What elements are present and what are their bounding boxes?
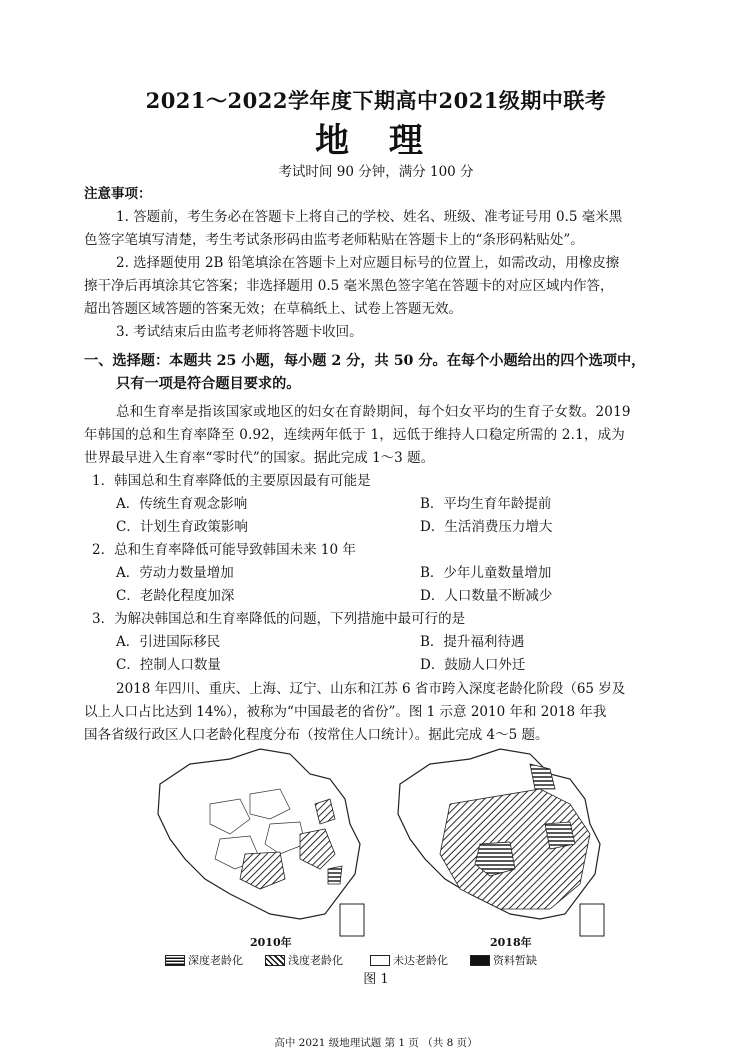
legend-shallow [265,952,343,968]
exam-info: 考试时间 90 分钟，满分 100 分 [278,164,474,180]
notice-line: 2. 选择题使用 2B 铅笔填涂在答题卡上对应题目标号的位置上，如需改动，用橡皮擦 [116,255,620,271]
deep-aging-region [328,866,342,884]
passage-line: 2018 年四川、重庆、上海、辽宁、山东和江苏 6 省市跨入深度老龄化阶段（65 岁及 [116,681,626,697]
option-a: A．劳动力数量增加 [116,565,234,581]
deep-aging-swatch-icon [165,955,185,966]
notice-heading: 注意事项： [84,186,152,202]
china-outline-2010 [158,749,360,919]
figure-caption: 图 1 [363,972,389,987]
option-c: C．控制人口数量 [116,657,221,673]
notice-line: 超出答题区域答题的答案无效；在草稿纸上、试卷上答题无效。 [84,301,462,317]
question-stem: 3．为解决韩国总和生育率降低的问题，下列措施中最可行的是 [92,611,466,627]
option-c: C．计划生育政策影响 [116,519,248,535]
aging-maps-figure [150,744,620,959]
map-2010-label: 2010年 [250,936,292,949]
option-b: B．平均生育年龄提前 [420,496,552,512]
subject-title: 地 理 [315,121,437,161]
shallow-aging-swatch-icon [265,955,285,966]
map-legend [165,952,605,968]
passage-line: 世界最早进入生育率“零时代”的国家。据此完成 1～3 题。 [84,450,435,466]
no-data-swatch-icon [470,955,490,966]
maps-svg [150,744,620,959]
question-stem: 1．韩国总和生育率降低的主要原因最有可能是 [92,473,371,489]
map-2010 [158,749,364,936]
passage-line: 国各省级行政区人口老龄化程度分布（按常住人口统计）。据此完成 4～5 题。 [84,727,549,743]
exam-title: 2021～2022学年度下期高中2021级期中联考 [145,88,607,113]
legend-deep [165,952,243,968]
not-aging-swatch-icon [370,955,390,966]
legend-label: 未达老龄化 [393,954,448,967]
option-d: D．鼓励人口外迁 [420,657,526,673]
legend-label: 浅度老龄化 [288,954,343,967]
option-a: A．传统生育观念影响 [116,496,248,512]
option-c: C．老龄化程度加深 [116,588,235,604]
passage-line: 年韩国的总和生育率降至 0.92，连续两年低于 1，远低于维持人口稳定所需的 2.1，成为 [84,427,625,443]
section-heading-cont: 只有一项是符合题目要求的。 [116,376,301,392]
legend-label: 深度老龄化 [188,954,243,967]
notice-line: 1. 答题前，考生务必在答题卡上将自己的学校、姓名、班级、准考证号用 0.5 毫米黑 [116,209,623,225]
notice-line: 色签字笔填写清楚，考生考试条形码由监考老师粘贴在答题卡上的“条形码粘贴处”。 [84,232,584,248]
south-sea-inset-2018 [580,904,604,936]
shallow-aging-region [440,789,590,909]
map-2018-label: 2018年 [490,936,532,949]
south-sea-inset-2010 [340,904,364,936]
passage-line: 以上人口占比达到 14%），被称为“中国最老的省份”。图 1 示意 2010 年和 2018 年我 [84,704,607,720]
option-d: D．生活消费压力增大 [420,519,553,535]
option-d: D．人口数量不断减少 [420,588,553,604]
section-heading: 一、选择题：本题共 25 小题，每小题 2 分，共 50 分。在每个小题给出的四个选项中， [84,353,646,369]
legend-label: 资料暂缺 [493,954,537,967]
question-stem: 2．总和生育率降低可能导致韩国未来 10 年 [92,542,356,558]
notice-line: 擦干净后再填涂其它答案；非选择题用 0.5 毫米黑色签字笔在答题卡的对应区域内作答， [84,278,614,294]
option-a: A．引进国际移民 [116,634,221,650]
legend-no-data [470,952,537,968]
passage-line: 总和生育率是指该国家或地区的妇女在育龄期间，每个妇女平均的生育子女数。2019 [116,404,631,420]
option-b: B．提升福利待遇 [420,634,525,650]
page-footer: 高中 2021 级地理试题 第 1 页 （共 8 页） [274,1037,478,1049]
notice-line: 3. 考试结束后由监考老师将答题卡收回。 [116,324,363,340]
legend-not-aging [370,952,448,968]
map-2018 [398,749,604,936]
option-b: B．少年儿童数量增加 [420,565,552,581]
